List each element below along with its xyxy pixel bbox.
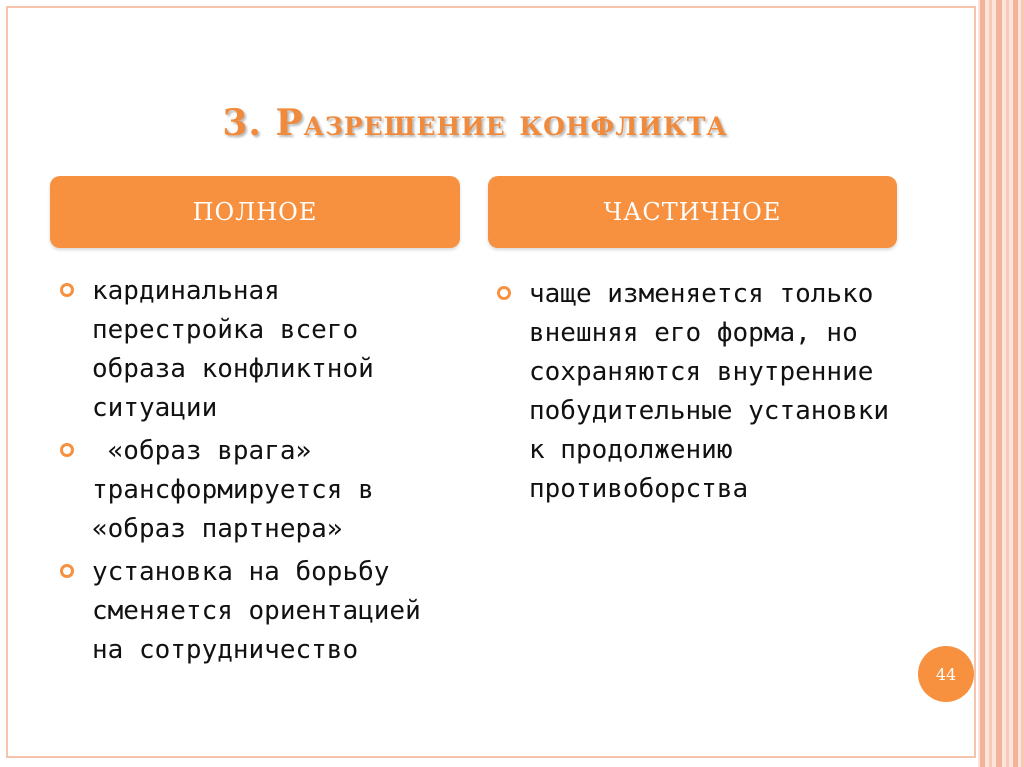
- bullet-icon: [60, 564, 74, 578]
- bullet-icon: [497, 286, 511, 300]
- list-item: [60, 272, 450, 428]
- page-number-badge: 44: [918, 646, 974, 702]
- list-item: [497, 275, 897, 509]
- decorative-stripes: [978, 0, 1024, 767]
- bullet-icon: [60, 443, 74, 457]
- list-item-text: кардинальная перестройка всего образа конфликтной ситуации: [92, 276, 374, 423]
- bullet-icon: [60, 283, 74, 297]
- list-item: [60, 553, 450, 670]
- slide-title: 3. Разрешение конфликта: [222, 102, 728, 144]
- header-partial: ЧАСТИЧНОЕ: [488, 176, 897, 248]
- list-partial: [497, 275, 897, 513]
- list-full: [60, 272, 450, 674]
- header-full: ПОЛНОЕ: [50, 176, 460, 248]
- list-item: [60, 432, 450, 549]
- list-item-text: чаще изменяется только внешняя его форма, но сохраняются внутренние побудительные установки к продолжению противоборства: [529, 279, 890, 504]
- list-item-text: «образ врага» трансформируется в «образ партнера»: [92, 436, 390, 544]
- list-item-text: установка на борьбу сменяется ориентацией на сотрудничество: [92, 557, 421, 665]
